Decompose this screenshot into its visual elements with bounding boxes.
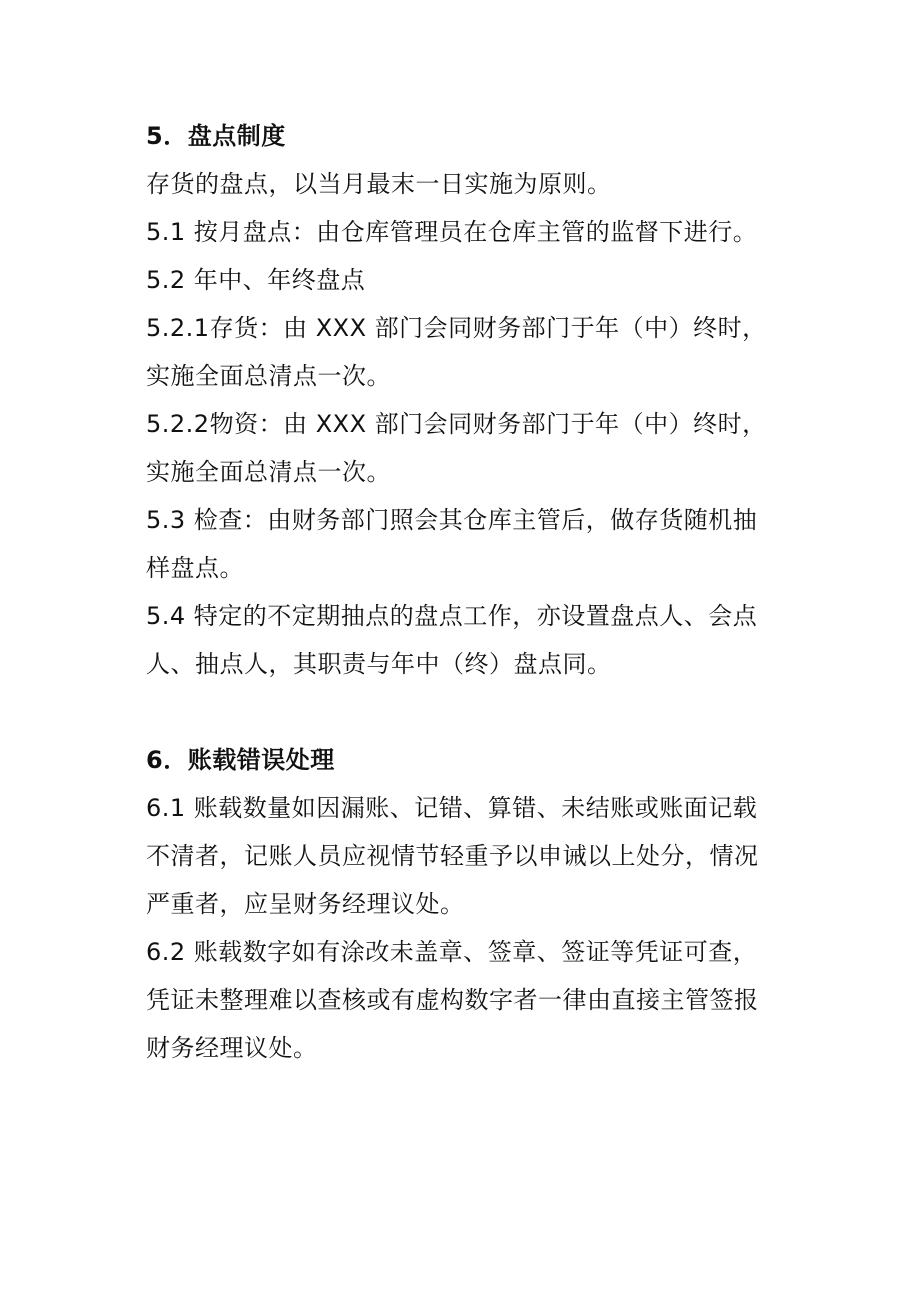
section-5-line: 实施全面总清点一次。 xyxy=(146,458,391,486)
section-6-line: 凭证未整理难以查核或有虚构数字者一律由直接主管签报 xyxy=(146,986,759,1014)
section-6-line: 6.1 账载数量如因漏账、记错、算错、未结账或账面记载 xyxy=(146,794,758,822)
section-5-line: 5.2.1存货：由 XXX 部门会同财务部门于年（中）终时， xyxy=(146,314,767,342)
section-5-line: 5.2.2物资：由 XXX 部门会同财务部门于年（中）终时， xyxy=(146,410,767,438)
section-6-heading: 6．账载错误处理 xyxy=(146,746,335,774)
section-5-line: 5.2 年中、年终盘点 xyxy=(146,266,366,294)
section-5-line: 5.3 检查：由财务部门照会其仓库主管后，做存货随机抽 xyxy=(146,506,758,534)
section-6-line: 6.2 账载数字如有涂改未盖章、签章、签证等凭证可查， xyxy=(146,938,758,966)
section-6-line: 财务经理议处。 xyxy=(146,1034,318,1062)
section-5-line: 样盘点。 xyxy=(146,554,244,582)
section-5-line: 5.1 按月盘点：由仓库管理员在仓库主管的监督下进行。 xyxy=(146,218,758,246)
section-6-line: 不清者，记账人员应视情节轻重予以申诫以上处分，情况 xyxy=(146,842,759,870)
section-6-line: 严重者，应呈财务经理议处。 xyxy=(146,890,465,918)
section-5-line: 人、抽点人，其职责与年中（终）盘点同。 xyxy=(146,650,612,678)
section-spacer xyxy=(146,688,806,736)
section-5-line: 存货的盘点，以当月最末一日实施为原则。 xyxy=(146,170,612,198)
section-5-line: 5.4 特定的不定期抽点的盘点工作，亦设置盘点人、会点 xyxy=(146,602,758,630)
section-5-line: 实施全面总清点一次。 xyxy=(146,362,391,390)
document-body xyxy=(146,112,806,1072)
section-5-heading: 5．盘点制度 xyxy=(146,122,286,150)
